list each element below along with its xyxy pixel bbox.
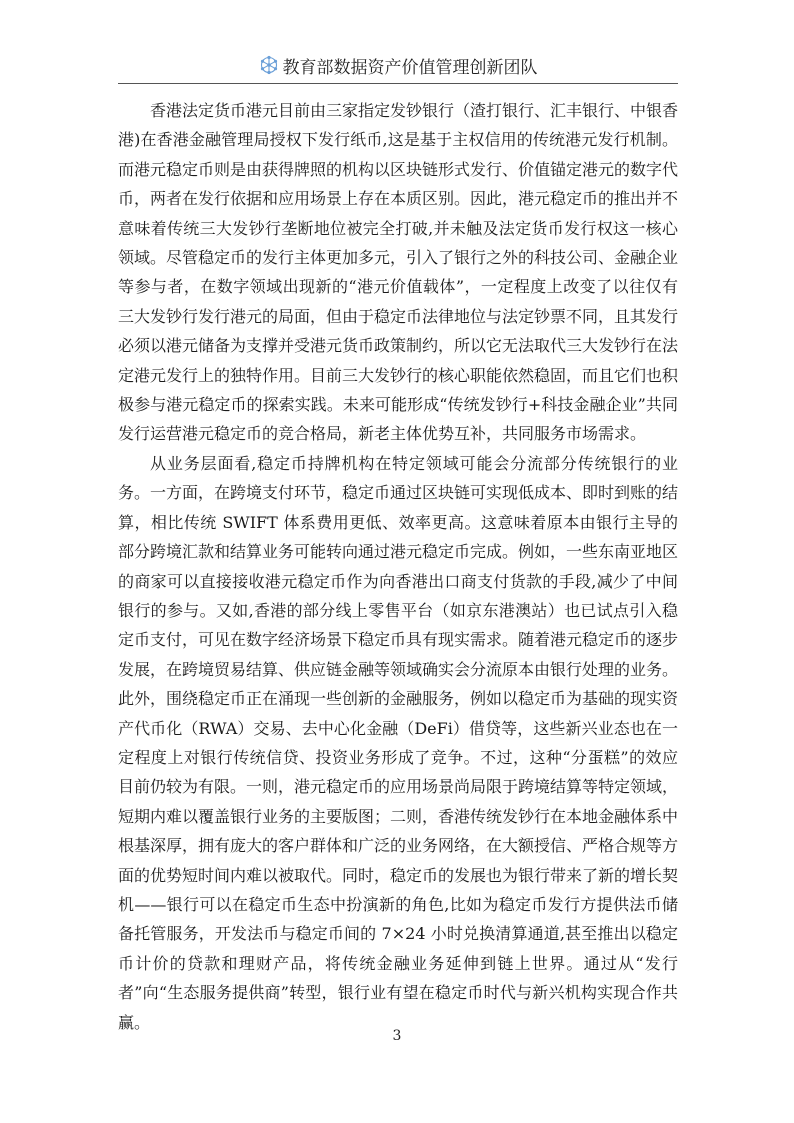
paragraph: 香港法定货币港元目前由三家指定发钞银行（渣打银行、汇丰银行、中银香港)在香港金融管理局授权下发行纸币,这是基于主权信用的传统港元发行机制。而港元稳定币则是由获得牌照的机构以区块链形式发行、价值锚定港元的数字代币，两者在发行依据和应用场景上存在本质区别。因此，港元稳定币的推出并不意味着传统三大发钞行垄断地位被完全打破,并未触及法定货币发行权这一核心领域。尽管稳定币的发行主体更加多元，引入了银行之外的科技公司、金融企业等参与者，在数字领域出现新的“港元价值载体”，一定程度上改变了以往仅有三大发钞行发行港元的局面，但由于稳定币法律地位与法定钞票不同，且其发行必须以港元储备为支撑并受港元货币政策制约，所以它无法取代三大发钞行在法定港元发行上的独特作用。目前三大发钞行的核心职能依然稳固，而且它们也积极参与港元稳定币的探索实践。未来可能形成“传统发钞行+科技金融企业”共同发行运营港元稳定币的竞合格局，新老主体优势互补，共同服务市场需求。 (118, 101, 679, 444)
molecule-logo-icon (259, 55, 279, 75)
page-header (118, 50, 678, 80)
page-number: 3 (392, 1028, 402, 1044)
paragraph: 从业务层面看,稳定币持牌机构在特定领域可能会分流部分传统银行的业务。一方面，在跨境支付环节，稳定币通过区块链可实现低成本、即时到账的结算，相比传统 SWIFT 体系费用更低、效率更高。这意味着原本由银行主导的部分跨境汇款和结算业务可能转向通过港元稳定币完成。例如，一些东南亚地区的商家可以直接接收港元稳定币作为向香港出口商支付货款的手段,减少了中间银行的参与。又如,香港的部分线上零售平台（如京东港澳站）也已试点引入稳定币支付，可见在数字经济场景下稳定币具有现实需求。随着港元稳定币的逐步发展，在跨境贸易结算、供应链金融等领域确实会分流原本由银行处理的业务。此外，围绕稳定币正在涌现一些创新的金融服务，例如以稳定币为基础的现实资产代币化（RWA）交易、去中心化金融（DeFi）借贷等，这些新兴业态也在一定程度上对银行传统信贷、投资业务形成了竞争。不过，这种“分蛋糕”的效应目前仍较为有限。一则，港元稳定币的应用场景尚局限于跨境结算等特定领域，短期内难以覆盖银行业务的主要版图；二则，香港传统发钞行在本地金融体系中根基深厚，拥有庞大的客户群体和广泛的业务网络，在大额授信、严格合规等方面的优势短时间内难以被取代。同时，稳定币的发展也为银行带来了新的增长契机——银行可以在稳定币生态中扮演新的角色,比如为稳定币发行方提供法币储备托管服务，开发法币与稳定币间的 7×24 小时兑换清算通道,甚至推出以稳定币计价的贷款和理财产品，将传统金融业务延伸到链上世界。通过从“发行者”向“生态服务提供商”转型，银行业有望在稳定币时代与新兴机构实现合作共赢。 (118, 453, 679, 1032)
document-body (118, 96, 678, 1037)
header-divider (118, 83, 678, 84)
header-title: 教育部数据资产价值管理创新团队 (282, 57, 538, 78)
